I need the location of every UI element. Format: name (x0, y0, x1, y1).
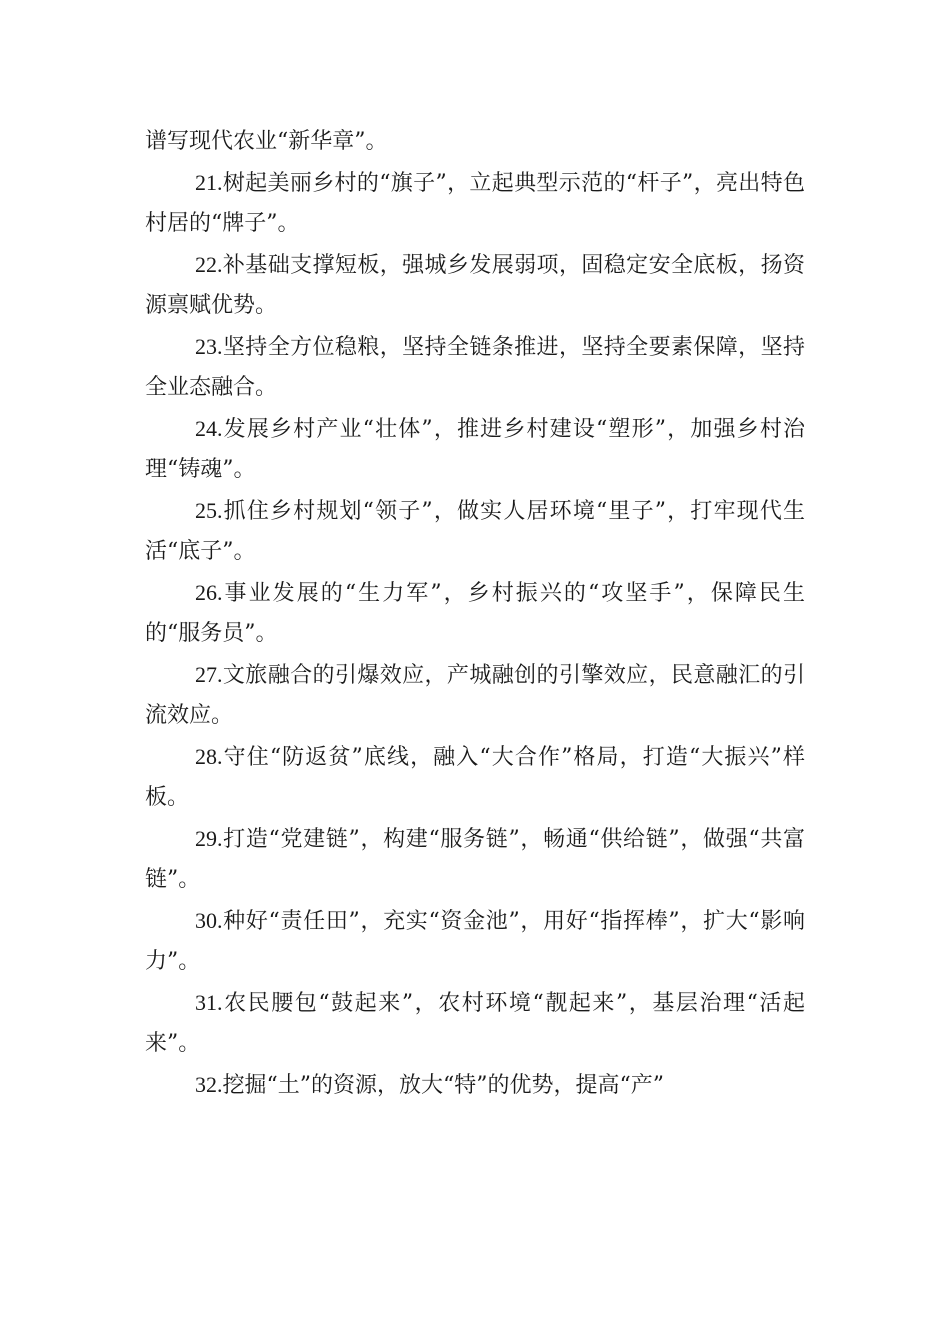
list-item (145, 737, 805, 819)
list-item (145, 1065, 805, 1107)
item-number: 31. (195, 989, 223, 1015)
list-item (145, 327, 805, 409)
item-number: 21. (195, 169, 223, 195)
item-text: 挖掘“土”的资源，放大“特”的优势，提高“产” (222, 1072, 664, 1098)
item-number: 23. (195, 333, 223, 359)
item-text: 打造“党建链”，构建“服务链”，畅通“供给链”，做强“共富链”。 (145, 826, 805, 892)
item-text: 坚持全方位稳粮，坚持全链条推进，坚持全要素保障，坚持全业态融合。 (145, 334, 805, 400)
list-item (145, 245, 805, 327)
item-text: 补基础支撑短板，强城乡发展弱项，固稳定安全底板，扬资源禀赋优势。 (145, 252, 805, 318)
item-text: 文旅融合的引爆效应，产城融创的引擎效应，民意融汇的引流效应。 (145, 662, 805, 728)
list-item (145, 163, 805, 245)
item-number: 27. (195, 661, 223, 687)
document-page (145, 122, 805, 1106)
item-number: 28. (195, 743, 223, 769)
item-text: 发展乡村产业“壮体”，推进乡村建设“塑形”，加强乡村治理“铸魂”。 (145, 416, 805, 482)
list-item (145, 819, 805, 901)
item-number: 22. (195, 251, 223, 277)
list-item (145, 655, 805, 737)
list-item (145, 409, 805, 491)
item-text: 种好“责任田”，充实“资金池”，用好“指挥棒”，扩大“影响力”。 (145, 908, 805, 974)
item-number: 25. (195, 497, 223, 523)
item-text: 守住“防返贫”底线，融入“大合作”格局，打造“大振兴”样板。 (145, 744, 805, 810)
item-number: 24. (195, 415, 223, 441)
item-number: 29. (195, 825, 223, 851)
list-item (145, 491, 805, 573)
list-item (145, 901, 805, 983)
item-number: 32. (195, 1071, 223, 1097)
item-text: 事业发展的“生力军”，乡村振兴的“攻坚手”，保障民生的“服务员”。 (145, 580, 805, 646)
item-text: 树起美丽乡村的“旗子”，立起典型示范的“杆子”，亮出特色村居的“牌子”。 (145, 170, 805, 236)
lead-paragraph: 谱写现代农业“新华章”。 (145, 129, 388, 154)
item-number: 30. (195, 907, 223, 933)
list-item (145, 983, 805, 1065)
list-item (145, 573, 805, 655)
item-text: 农民腰包“鼓起来”，农村环境“靓起来”，基层治理“活起来”。 (145, 990, 805, 1056)
item-number: 26. (195, 579, 223, 605)
item-text: 抓住乡村规划“领子”，做实人居环境“里子”，打牢现代生活“底子”。 (145, 498, 805, 564)
